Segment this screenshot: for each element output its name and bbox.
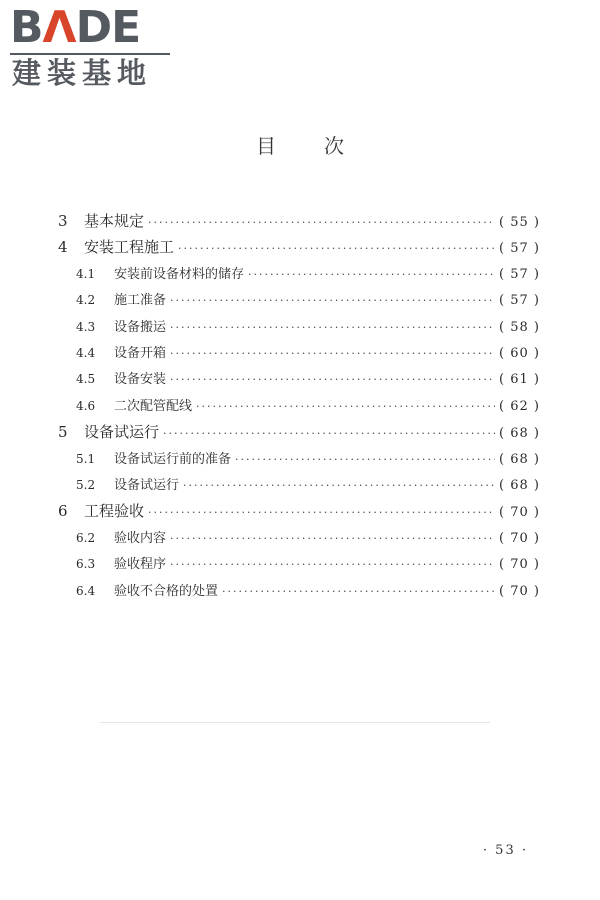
toc-entry-page: ( 68 ): [499, 478, 540, 493]
toc-entry-number: 4.5: [76, 372, 96, 387]
toc-entry-label: 二次配管配线: [114, 398, 193, 414]
logo-chinese-text: 建装基地: [12, 56, 153, 90]
toc-entry: [58, 210, 540, 234]
toc-leader-dots: [148, 506, 495, 519]
toc-entry: [58, 342, 540, 366]
toc-entry-page: ( 55 ): [499, 215, 540, 230]
toc-entry-label: 设备试运行: [84, 423, 160, 442]
toc-entry-page: ( 57 ): [499, 293, 540, 309]
toc-entry-number: 6.2: [76, 530, 96, 545]
toc-entry-number: 6.4: [76, 583, 96, 598]
toc-entry-page: ( 70 ): [499, 557, 540, 573]
toc-leader-dots: [163, 427, 495, 440]
toc-entry: [58, 236, 540, 260]
toc-entry: [58, 289, 540, 313]
toc-entry-label: 设备安装: [114, 372, 167, 388]
toc-entry-label: 安装前设备材料的储存: [114, 266, 245, 282]
toc-entry-label: 安装工程施工: [84, 238, 175, 257]
toc-entry-number: 4.1: [76, 266, 96, 281]
toc-entry-label: 设备试运行前的准备: [114, 451, 232, 467]
toc-leader-dots: [170, 347, 495, 360]
toc-entry-page: ( 57 ): [499, 266, 540, 282]
toc-entry-number: 6: [58, 502, 68, 521]
toc-entry: [58, 474, 540, 498]
toc-entry-number: 5: [58, 423, 68, 442]
toc-entry-label: 验收程序: [114, 557, 167, 573]
toc-entry-number: 5.1: [76, 451, 96, 466]
toc-entry-label: 设备试运行: [114, 478, 180, 493]
toc-leader-dots: [235, 453, 495, 466]
toc-leader-dots: [196, 400, 495, 413]
toc-entry-number: 4.6: [76, 398, 96, 413]
toc-entry-number: 4: [58, 238, 68, 257]
toc-entry-number: 4.4: [76, 346, 96, 360]
toc-entry-page: ( 68 ): [499, 451, 540, 467]
toc-entry-label: 验收内容: [114, 530, 167, 546]
toc-leader-dots: [148, 216, 495, 229]
toc-leader-dots: [170, 373, 495, 386]
toc-entry-label: 验收不合格的处置: [114, 583, 219, 599]
toc-entry-page: ( 70 ): [499, 583, 540, 599]
toc-leader-dots: [248, 268, 495, 281]
toc-leader-dots: [170, 294, 495, 307]
toc-entry: [58, 500, 540, 524]
toc-entry-page: ( 68 ): [499, 426, 540, 442]
toc-leader-dots: [183, 479, 495, 492]
page-title: 目次: [256, 134, 392, 158]
toc-entry: [58, 553, 540, 577]
toc-entry: [58, 448, 540, 472]
toc-entry-number: 4.2: [76, 293, 96, 308]
toc-entry-number: 3: [58, 212, 68, 230]
toc-entry: [58, 421, 540, 445]
toc-entry-page: ( 62 ): [499, 398, 540, 414]
toc-entry: [58, 580, 540, 604]
toc-leader-dots: [170, 532, 495, 545]
toc-leader-dots: [222, 585, 495, 598]
toc-entry: [58, 263, 540, 287]
logo-wordmark: BΛDE: [10, 2, 141, 53]
toc-entry: [58, 368, 540, 392]
toc-entry-label: 设备搬运: [114, 319, 167, 335]
toc-entry-number: 4.3: [76, 319, 96, 334]
toc-entry-page: ( 70 ): [499, 505, 540, 521]
toc-entry-number: 5.2: [76, 478, 96, 492]
toc-entry-page: ( 70 ): [499, 530, 540, 546]
toc-entry-page: ( 57 ): [499, 241, 540, 257]
page-number: · 53 ·: [482, 843, 528, 858]
toc-entry-label: 基本规定: [84, 212, 145, 230]
logo-divider: [10, 53, 170, 55]
logo-accent-letter: Λ: [42, 2, 76, 53]
toc-entry-label: 设备开箱: [114, 346, 167, 361]
toc-entry-label: 施工准备: [114, 293, 167, 309]
toc-entry: [58, 395, 540, 419]
toc-entry: [58, 527, 540, 551]
toc-leader-dots: [170, 321, 495, 334]
toc-entry-page: ( 58 ): [499, 319, 540, 335]
toc-leader-dots: [170, 558, 495, 571]
scan-artifact-line: [100, 722, 490, 723]
toc-entry-page: ( 60 ): [499, 346, 540, 361]
toc-entry-label: 工程验收: [84, 502, 145, 521]
toc-entry: [58, 316, 540, 340]
toc-entry-number: 6.3: [76, 557, 96, 572]
toc-leader-dots: [178, 242, 495, 255]
toc-entry-page: ( 61 ): [499, 372, 540, 388]
bade-logo: [10, 4, 175, 94]
